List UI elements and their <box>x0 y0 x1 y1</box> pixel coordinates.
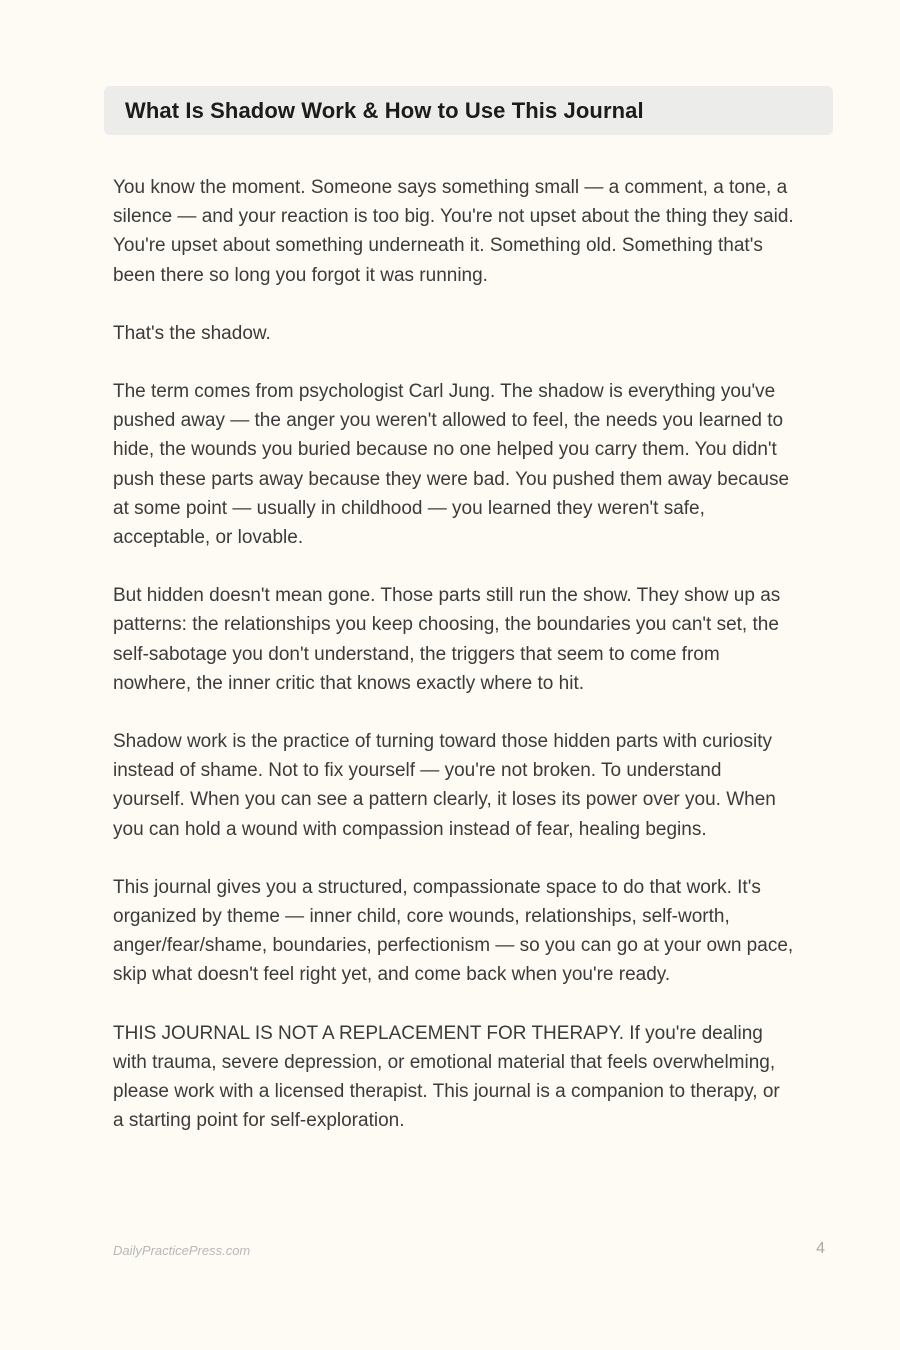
paragraph: The term comes from psychologist Carl Jung. The shadow is everything you've pushed away — the anger you weren't allowed to feel, the needs you learned to hide, the wounds you buried because no one helped you carry them. You didn't push these parts away because they were bad. You pushed them away because at some point — usually in childhood — you learned they weren't safe, acceptable, or lovable. <box>113 381 790 549</box>
page-title: What Is Shadow Work & How to Use This Journal <box>125 97 644 123</box>
paragraph: THIS JOURNAL IS NOT A REPLACEMENT FOR THERAPY. If you're dealing with trauma, severe depression, or emotional material that feels overwhelming, please work with a licensed therapist. This journal is a companion to therapy, or a starting point for self-exploration. <box>113 1022 780 1132</box>
paragraph: Shadow work is the practice of turning toward those hidden parts with curiosity instead of shame. Not to fix yourself — you're not broken. To understand yourself. When you can see a pattern clearly, it loses its power over you. When you can hold a wound with compassion instead of fear, healing begins. <box>113 731 776 840</box>
paragraph: But hidden doesn't mean gone. Those parts still run the show. They show up as patterns: the relationships you keep choosing, the boundaries you can't set, the self-sabotage you don't understand, the triggers that seem to come from nowhere, the inner critic that knows exactly where to hit. <box>113 585 781 694</box>
footer-site-url: DailyPracticePress.com <box>113 1243 251 1258</box>
paragraph: That's the shadow. <box>113 322 271 344</box>
paragraph: You know the moment. Someone says something small — a comment, a tone, a silence — and your reaction is too big. You're not upset about the thing they said. You're upset about something underneath it. Something old. Something that's been there so long you forgot it was running. <box>113 177 794 286</box>
body-text <box>113 173 833 1164</box>
section-header <box>104 86 833 135</box>
page-number: 4 <box>816 1240 825 1257</box>
paragraph: This journal gives you a structured, compassionate space to do that work. It's organized by theme — inner child, core wounds, relationships, self-worth, anger/fear/shame, boundaries, perfectionism — so you can go at your own pace, skip what doesn't feel right yet, and come back when you're ready. <box>113 876 794 986</box>
